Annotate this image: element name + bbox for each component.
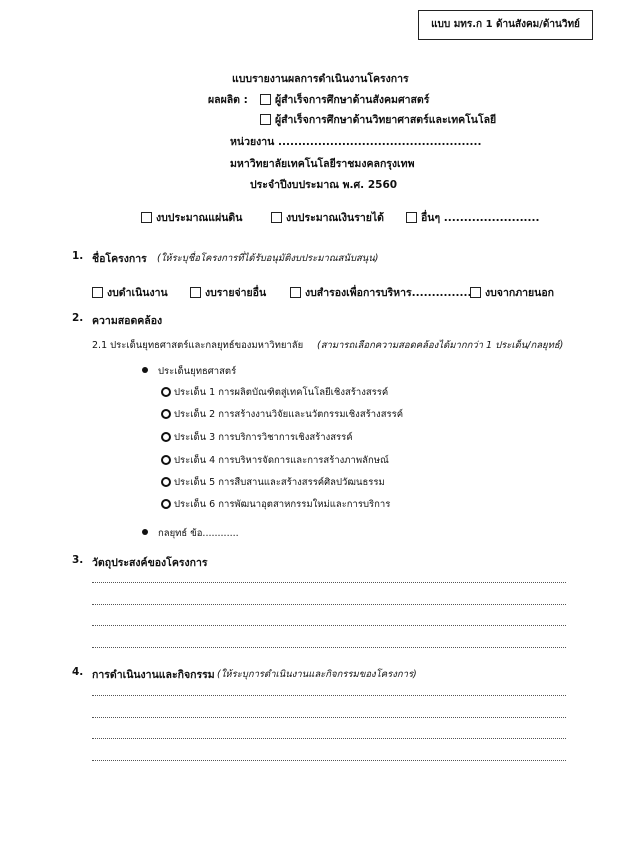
strategy-item-1[interactable]: ประเด็น 1 การผลิตบัณฑิตสู่เทคโนโลยีเชิงสร้างสรรค์ [161, 385, 388, 400]
section4-note: (ให้ระบุการดำเนินงานและกิจกรรมของโครงการ) [217, 669, 417, 680]
checkbox-icon[interactable] [290, 287, 301, 298]
checkbox-icon[interactable] [406, 212, 417, 223]
tactic-line: กลยุทธ์ ข้อ............ [142, 526, 239, 541]
section1-opt-operating[interactable]: งบดำเนินงาน [92, 284, 168, 301]
section3-dotted-line[interactable] [92, 604, 566, 605]
budget-income[interactable]: งบประมาณเงินรายได้ [271, 209, 384, 226]
section2-sub-note: (สามารถเลือกความสอดคล้องได้มากกว่า 1 ประเด็น/กลยุทธ์) [317, 340, 564, 351]
strategy-heading: ประเด็นยุทธศาสตร์ [142, 364, 236, 379]
section3-dotted-line[interactable] [92, 647, 566, 648]
radio-icon[interactable] [161, 387, 171, 397]
checkbox-icon[interactable] [271, 212, 282, 223]
checkbox-icon[interactable] [92, 287, 103, 298]
output-label: ผลผลิต : [208, 94, 248, 106]
section3-number: 3. [72, 554, 84, 566]
radio-icon[interactable] [161, 477, 171, 487]
checkbox-icon[interactable] [190, 287, 201, 298]
section2-number: 2. [72, 312, 84, 324]
form-code-box [418, 10, 593, 40]
section4-dotted-line[interactable] [92, 760, 566, 761]
budget-other[interactable]: อื่นๆ ........................ [406, 209, 540, 226]
checkbox-icon[interactable] [141, 212, 152, 223]
section2-title: ความสอดคล้อง [92, 315, 163, 327]
section1-opt-external[interactable]: งบจากภายนอก [470, 284, 554, 301]
section1-opt-reserve[interactable]: งบสำรองเพื่อการบริหาร............... [290, 284, 471, 301]
section1-opt-other-expense[interactable]: งบรายจ่ายอื่น [190, 284, 266, 301]
fiscal-year: ประจำปีงบประมาณ พ.ศ. 2560 [250, 179, 398, 191]
section3-dotted-line[interactable] [92, 582, 566, 583]
strategy-item-6[interactable]: ประเด็น 6 การพัฒนาอุตสาหกรรมใหม่และการบริการ [161, 497, 390, 512]
strategy-item-5[interactable]: ประเด็น 5 การสืบสานและสร้างสรรค์ศิลปวัฒนธรรม [161, 475, 385, 490]
radio-icon[interactable] [161, 499, 171, 509]
section4-dotted-line[interactable] [92, 695, 566, 696]
radio-icon[interactable] [161, 409, 171, 419]
output-option-science[interactable]: ผู้สำเร็จการศึกษาด้านวิทยาศาสตร์และเทคโนโลยี [260, 111, 496, 128]
bullet-icon [142, 529, 148, 535]
checkbox-icon[interactable] [470, 287, 481, 298]
section4-dotted-line[interactable] [92, 717, 566, 718]
section4-title: การดำเนินงานและกิจกรรม [92, 669, 215, 681]
radio-icon[interactable] [161, 432, 171, 442]
section1-number: 1. [72, 250, 84, 262]
budget-national[interactable]: งบประมาณแผ่นดิน [141, 209, 242, 226]
strategy-item-4[interactable]: ประเด็น 4 การบริหารจัดการและการสร้างภาพลักษณ์ [161, 453, 389, 468]
section1-note: (ให้ระบุชื่อโครงการที่ได้รับอนุมัติงบประมาณสนับสนุน) [157, 253, 379, 264]
section2-sub-label: 2.1 ประเด็นยุทธศาสตร์และกลยุทธ์ของมหาวิทยาลัย [92, 340, 304, 351]
checkbox-icon[interactable] [260, 94, 271, 105]
form-code: แบบ มทร.ก 1 ด้านสังคม/ด้านวิทย์ [431, 19, 580, 30]
bullet-icon [142, 367, 148, 373]
section3-dotted-line[interactable] [92, 625, 566, 626]
checkbox-icon[interactable] [260, 114, 271, 125]
agency-line: หน่วยงาน ................................................... [230, 136, 482, 148]
section3-title: วัตถุประสงค์ของโครงการ [92, 557, 208, 569]
section4-dotted-line[interactable] [92, 738, 566, 739]
report-title: แบบรายงานผลการดำเนินงานโครงการ [232, 73, 409, 85]
radio-icon[interactable] [161, 455, 171, 465]
strategy-item-2[interactable]: ประเด็น 2 การสร้างงานวิจัยและนวัตกรรมเชิงสร้างสรรค์ [161, 407, 403, 422]
section1-title: ชื่อโครงการ [92, 253, 147, 265]
university-name: มหาวิทยาลัยเทคโนโลยีราชมงคลกรุงเทพ [230, 158, 415, 170]
section4-number: 4. [72, 666, 84, 678]
output-option-social[interactable]: ผู้สำเร็จการศึกษาด้านสังคมศาสตร์ [260, 91, 429, 108]
strategy-item-3[interactable]: ประเด็น 3 การบริการวิชาการเชิงสร้างสรรค์ [161, 430, 353, 445]
